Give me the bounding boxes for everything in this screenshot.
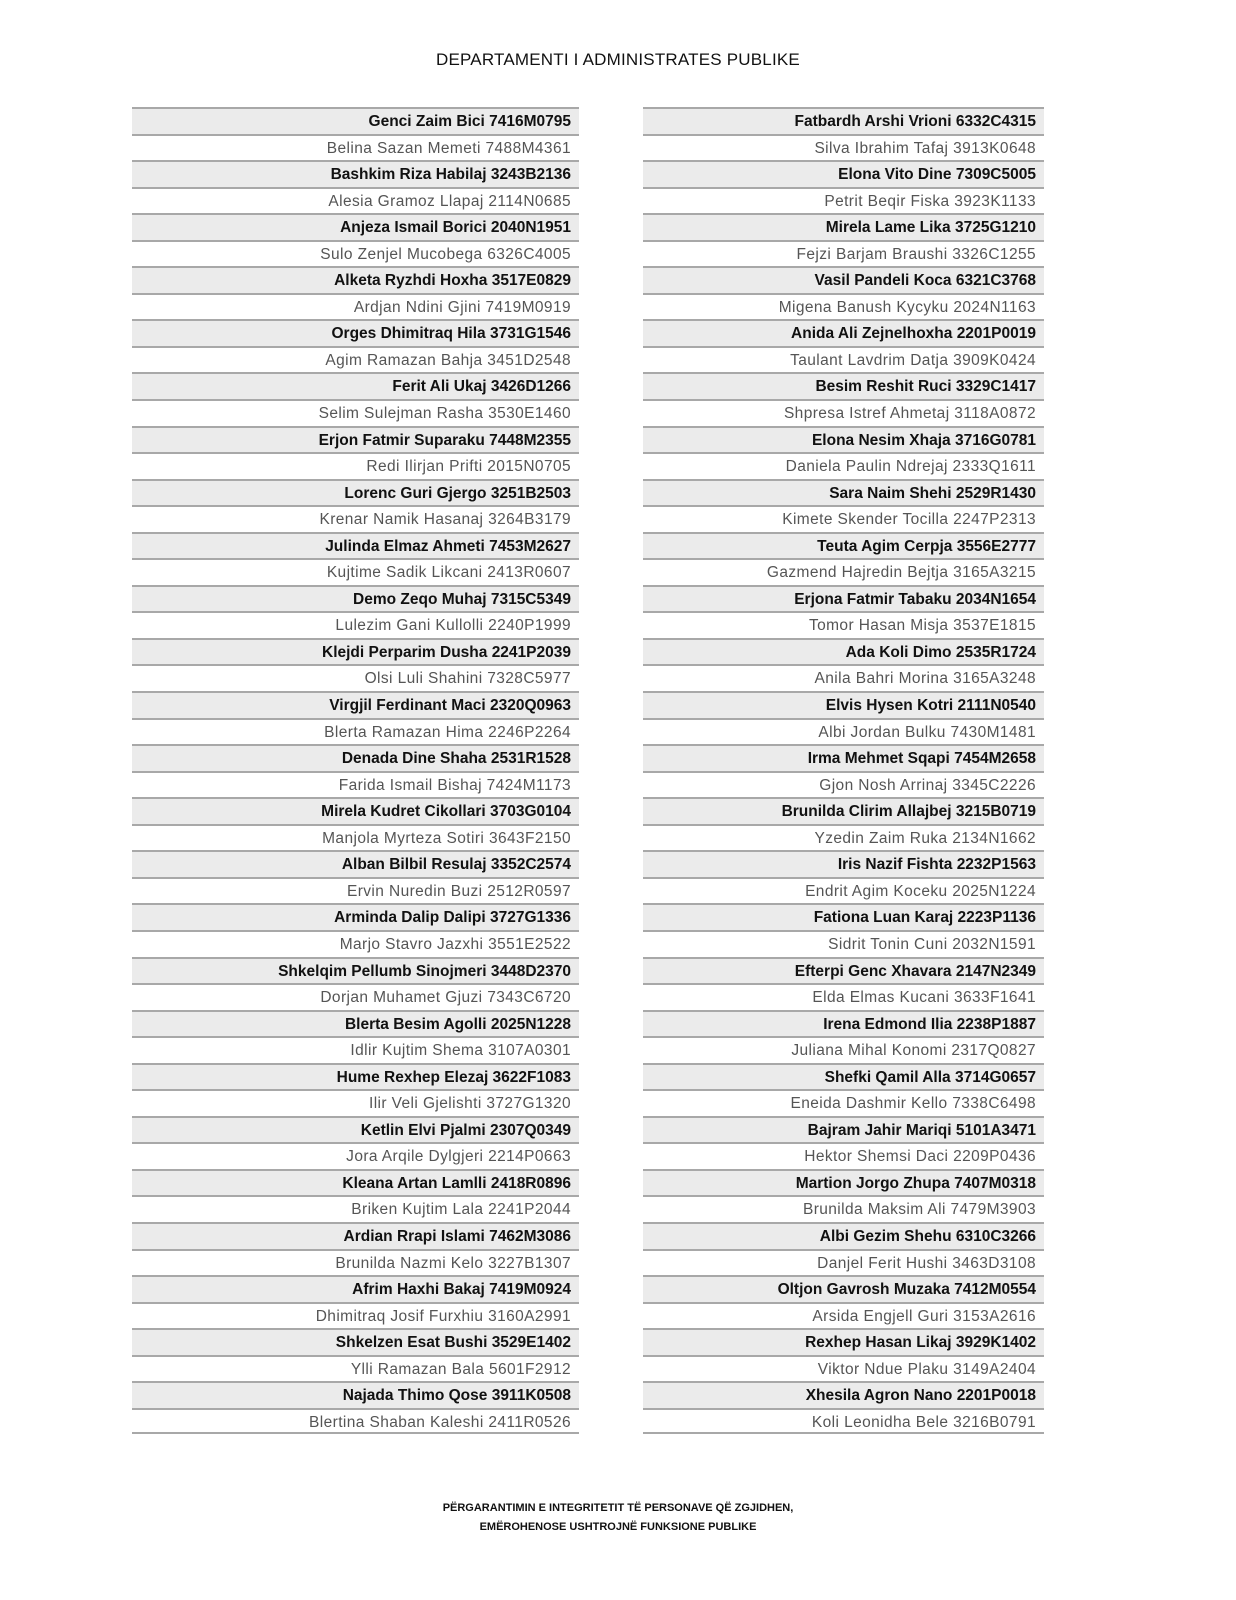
list-item: Bajram Jahir Mariqi 5101A3471 xyxy=(643,1116,1044,1143)
list-item: Mirela Lame Lika 3725G1210 xyxy=(643,213,1044,240)
list-item: Dorjan Muhamet Gjuzi 7343C6720 xyxy=(132,983,579,1010)
list-item: Fejzi Barjam Braushi 3326C1255 xyxy=(643,240,1044,267)
list-item: Shkelzen Esat Bushi 3529E1402 xyxy=(132,1328,579,1355)
list-item: Ylli Ramazan Bala 5601F2912 xyxy=(132,1355,579,1382)
list-item: Anila Bahri Morina 3165A3248 xyxy=(643,664,1044,691)
list-item: Sidrit Tonin Cuni 2032N1591 xyxy=(643,930,1044,957)
left-column-list xyxy=(132,107,579,1434)
list-item: Kleana Artan Lamlli 2418R0896 xyxy=(132,1169,579,1196)
list-item: Anida Ali Zejnelhoxha 2201P0019 xyxy=(643,319,1044,346)
list-item: Erjona Fatmir Tabaku 2034N1654 xyxy=(643,585,1044,612)
list-item: Selim Sulejman Rasha 3530E1460 xyxy=(132,399,579,426)
list-item: Blerta Besim Agolli 2025N1228 xyxy=(132,1010,579,1037)
list-item: Ervin Nuredin Buzi 2512R0597 xyxy=(132,877,579,904)
list-item: Ardjan Ndini Gjini 7419M0919 xyxy=(132,293,579,320)
list-item: Gazmend Hajredin Bejtja 3165A3215 xyxy=(643,558,1044,585)
list-item: Petrit Beqir Fiska 3923K1133 xyxy=(643,187,1044,214)
list-item: Migena Banush Kycyku 2024N1163 xyxy=(643,293,1044,320)
list-item: Najada Thimo Qose 3911K0508 xyxy=(132,1381,579,1408)
list-item: Irma Mehmet Sqapi 7454M2658 xyxy=(643,744,1044,771)
list-item: Elona Nesim Xhaja 3716G0781 xyxy=(643,426,1044,453)
list-item: Anjeza Ismail Borici 2040N1951 xyxy=(132,213,579,240)
list-item: Mirela Kudret Cikollari 3703G0104 xyxy=(132,797,579,824)
list-item: Elvis Hysen Kotri 2111N0540 xyxy=(643,691,1044,718)
list-item: Albi Jordan Bulku 7430M1481 xyxy=(643,718,1044,745)
list-item: Sulo Zenjel Mucobega 6326C4005 xyxy=(132,240,579,267)
list-item: Viktor Ndue Plaku 3149A2404 xyxy=(643,1355,1044,1382)
list-item: Irena Edmond Ilia 2238P1887 xyxy=(643,1010,1044,1037)
list-item: Juliana Mihal Konomi 2317Q0827 xyxy=(643,1036,1044,1063)
footer xyxy=(0,1499,1236,1537)
page-title: DEPARTAMENTI I ADMINISTRATES PUBLIKE xyxy=(436,50,800,69)
list-item: Alesia Gramoz Llapaj 2114N0685 xyxy=(132,187,579,214)
list-item: Brunilda Nazmi Kelo 3227B1307 xyxy=(132,1249,579,1276)
list-item: Farida Ismail Bishaj 7424M1173 xyxy=(132,771,579,798)
list-item: Sara Naim Shehi 2529R1430 xyxy=(643,479,1044,506)
list-item: Elda Elmas Kucani 3633F1641 xyxy=(643,983,1044,1010)
list-item: Alban Bilbil Resulaj 3352C2574 xyxy=(132,850,579,877)
list-item: Arminda Dalip Dalipi 3727G1336 xyxy=(132,903,579,930)
list-item: Oltjon Gavrosh Muzaka 7412M0554 xyxy=(643,1275,1044,1302)
list-item: Hume Rexhep Elezaj 3622F1083 xyxy=(132,1063,579,1090)
list-item: Ada Koli Dimo 2535R1724 xyxy=(643,638,1044,665)
list-item: Daniela Paulin Ndrejaj 2333Q1611 xyxy=(643,452,1044,479)
footer-line-1: PËRGARANTIMIN E INTEGRITETIT TË PERSONAVE QË ZGJIDHEN, xyxy=(442,1502,794,1514)
list-item: Teuta Agim Cerpja 3556E2777 xyxy=(643,532,1044,559)
list-item: Ketlin Elvi Pjalmi 2307Q0349 xyxy=(132,1116,579,1143)
list-item: Jora Arqile Dylgjeri 2214P0663 xyxy=(132,1142,579,1169)
list-item: Briken Kujtim Lala 2241P2044 xyxy=(132,1195,579,1222)
list-item: Dhimitraq Josif Furxhiu 3160A2991 xyxy=(132,1302,579,1329)
list-item: Olsi Luli Shahini 7328C5977 xyxy=(132,664,579,691)
list-item: Genci Zaim Bici 7416M0795 xyxy=(132,107,579,134)
list-item: Bashkim Riza Habilaj 3243B2136 xyxy=(132,160,579,187)
list-item: Gjon Nosh Arrinaj 3345C2226 xyxy=(643,771,1044,798)
list-item: Alketa Ryzhdi Hoxha 3517E0829 xyxy=(132,266,579,293)
list-item: Denada Dine Shaha 2531R1528 xyxy=(132,744,579,771)
list-item: Julinda Elmaz Ahmeti 7453M2627 xyxy=(132,532,579,559)
list-item: Agim Ramazan Bahja 3451D2548 xyxy=(132,346,579,373)
list-item: Elona Vito Dine 7309C5005 xyxy=(643,160,1044,187)
list-item: Virgjil Ferdinant Maci 2320Q0963 xyxy=(132,691,579,718)
list-item: Redi Ilirjan Prifti 2015N0705 xyxy=(132,452,579,479)
list-item: Kujtime Sadik Likcani 2413R0607 xyxy=(132,558,579,585)
list-item: Albi Gezim Shehu 6310C3266 xyxy=(643,1222,1044,1249)
list-item: Danjel Ferit Hushi 3463D3108 xyxy=(643,1249,1044,1276)
list-item: Rexhep Hasan Likaj 3929K1402 xyxy=(643,1328,1044,1355)
list-item: Iris Nazif Fishta 2232P1563 xyxy=(643,850,1044,877)
list-item: Hektor Shemsi Daci 2209P0436 xyxy=(643,1142,1044,1169)
list-item: Belina Sazan Memeti 7488M4361 xyxy=(132,134,579,161)
list-item: Shkelqim Pellumb Sinojmeri 3448D2370 xyxy=(132,957,579,984)
list-item: Fationa Luan Karaj 2223P1136 xyxy=(643,903,1044,930)
list-item: Marjo Stavro Jazxhi 3551E2522 xyxy=(132,930,579,957)
list-item: Kimete Skender Tocilla 2247P2313 xyxy=(643,505,1044,532)
list-item: Shefki Qamil Alla 3714G0657 xyxy=(643,1063,1044,1090)
list-item: Eneida Dashmir Kello 7338C6498 xyxy=(643,1089,1044,1116)
list-item: Erjon Fatmir Suparaku 7448M2355 xyxy=(132,426,579,453)
list-item: Silva Ibrahim Tafaj 3913K0648 xyxy=(643,134,1044,161)
list-item: Arsida Engjell Guri 3153A2616 xyxy=(643,1302,1044,1329)
right-column-list xyxy=(643,107,1044,1434)
list-item: Klejdi Perparim Dusha 2241P2039 xyxy=(132,638,579,665)
list-item: Idlir Kujtim Shema 3107A0301 xyxy=(132,1036,579,1063)
list-item: Martion Jorgo Zhupa 7407M0318 xyxy=(643,1169,1044,1196)
list-item: Lorenc Guri Gjergo 3251B2503 xyxy=(132,479,579,506)
list-item: Vasil Pandeli Koca 6321C3768 xyxy=(643,266,1044,293)
list-item: Manjola Myrteza Sotiri 3643F2150 xyxy=(132,824,579,851)
list-item: Efterpi Genc Xhavara 2147N2349 xyxy=(643,957,1044,984)
list-item: Ferit Ali Ukaj 3426D1266 xyxy=(132,372,579,399)
list-item: Besim Reshit Ruci 3329C1417 xyxy=(643,372,1044,399)
list-item: Demo Zeqo Muhaj 7315C5349 xyxy=(132,585,579,612)
list-item: Blerta Ramazan Hima 2246P2264 xyxy=(132,718,579,745)
list-item: Shpresa Istref Ahmetaj 3118A0872 xyxy=(643,399,1044,426)
list-item: Brunilda Clirim Allajbej 3215B0719 xyxy=(643,797,1044,824)
list-item: Lulezim Gani Kullolli 2240P1999 xyxy=(132,611,579,638)
list-item: Ilir Veli Gjelishti 3727G1320 xyxy=(132,1089,579,1116)
list-item: Fatbardh Arshi Vrioni 6332C4315 xyxy=(643,107,1044,134)
list-item: Koli Leonidha Bele 3216B0791 xyxy=(643,1408,1044,1435)
list-item: Endrit Agim Koceku 2025N1224 xyxy=(643,877,1044,904)
list-item: Krenar Namik Hasanaj 3264B3179 xyxy=(132,505,579,532)
list-item: Tomor Hasan Misja 3537E1815 xyxy=(643,611,1044,638)
list-item: Taulant Lavdrim Datja 3909K0424 xyxy=(643,346,1044,373)
list-item: Xhesila Agron Nano 2201P0018 xyxy=(643,1381,1044,1408)
list-item: Brunilda Maksim Ali 7479M3903 xyxy=(643,1195,1044,1222)
list-item: Yzedin Zaim Ruka 2134N1662 xyxy=(643,824,1044,851)
list-item: Ardian Rrapi Islami 7462M3086 xyxy=(132,1222,579,1249)
footer-line-2: EMËROHENOSE USHTROJNË FUNKSIONE PUBLIKE xyxy=(479,1521,757,1533)
list-item: Afrim Haxhi Bakaj 7419M0924 xyxy=(132,1275,579,1302)
list-item: Blertina Shaban Kaleshi 2411R0526 xyxy=(132,1408,579,1435)
list-item: Orges Dhimitraq Hila 3731G1546 xyxy=(132,319,579,346)
